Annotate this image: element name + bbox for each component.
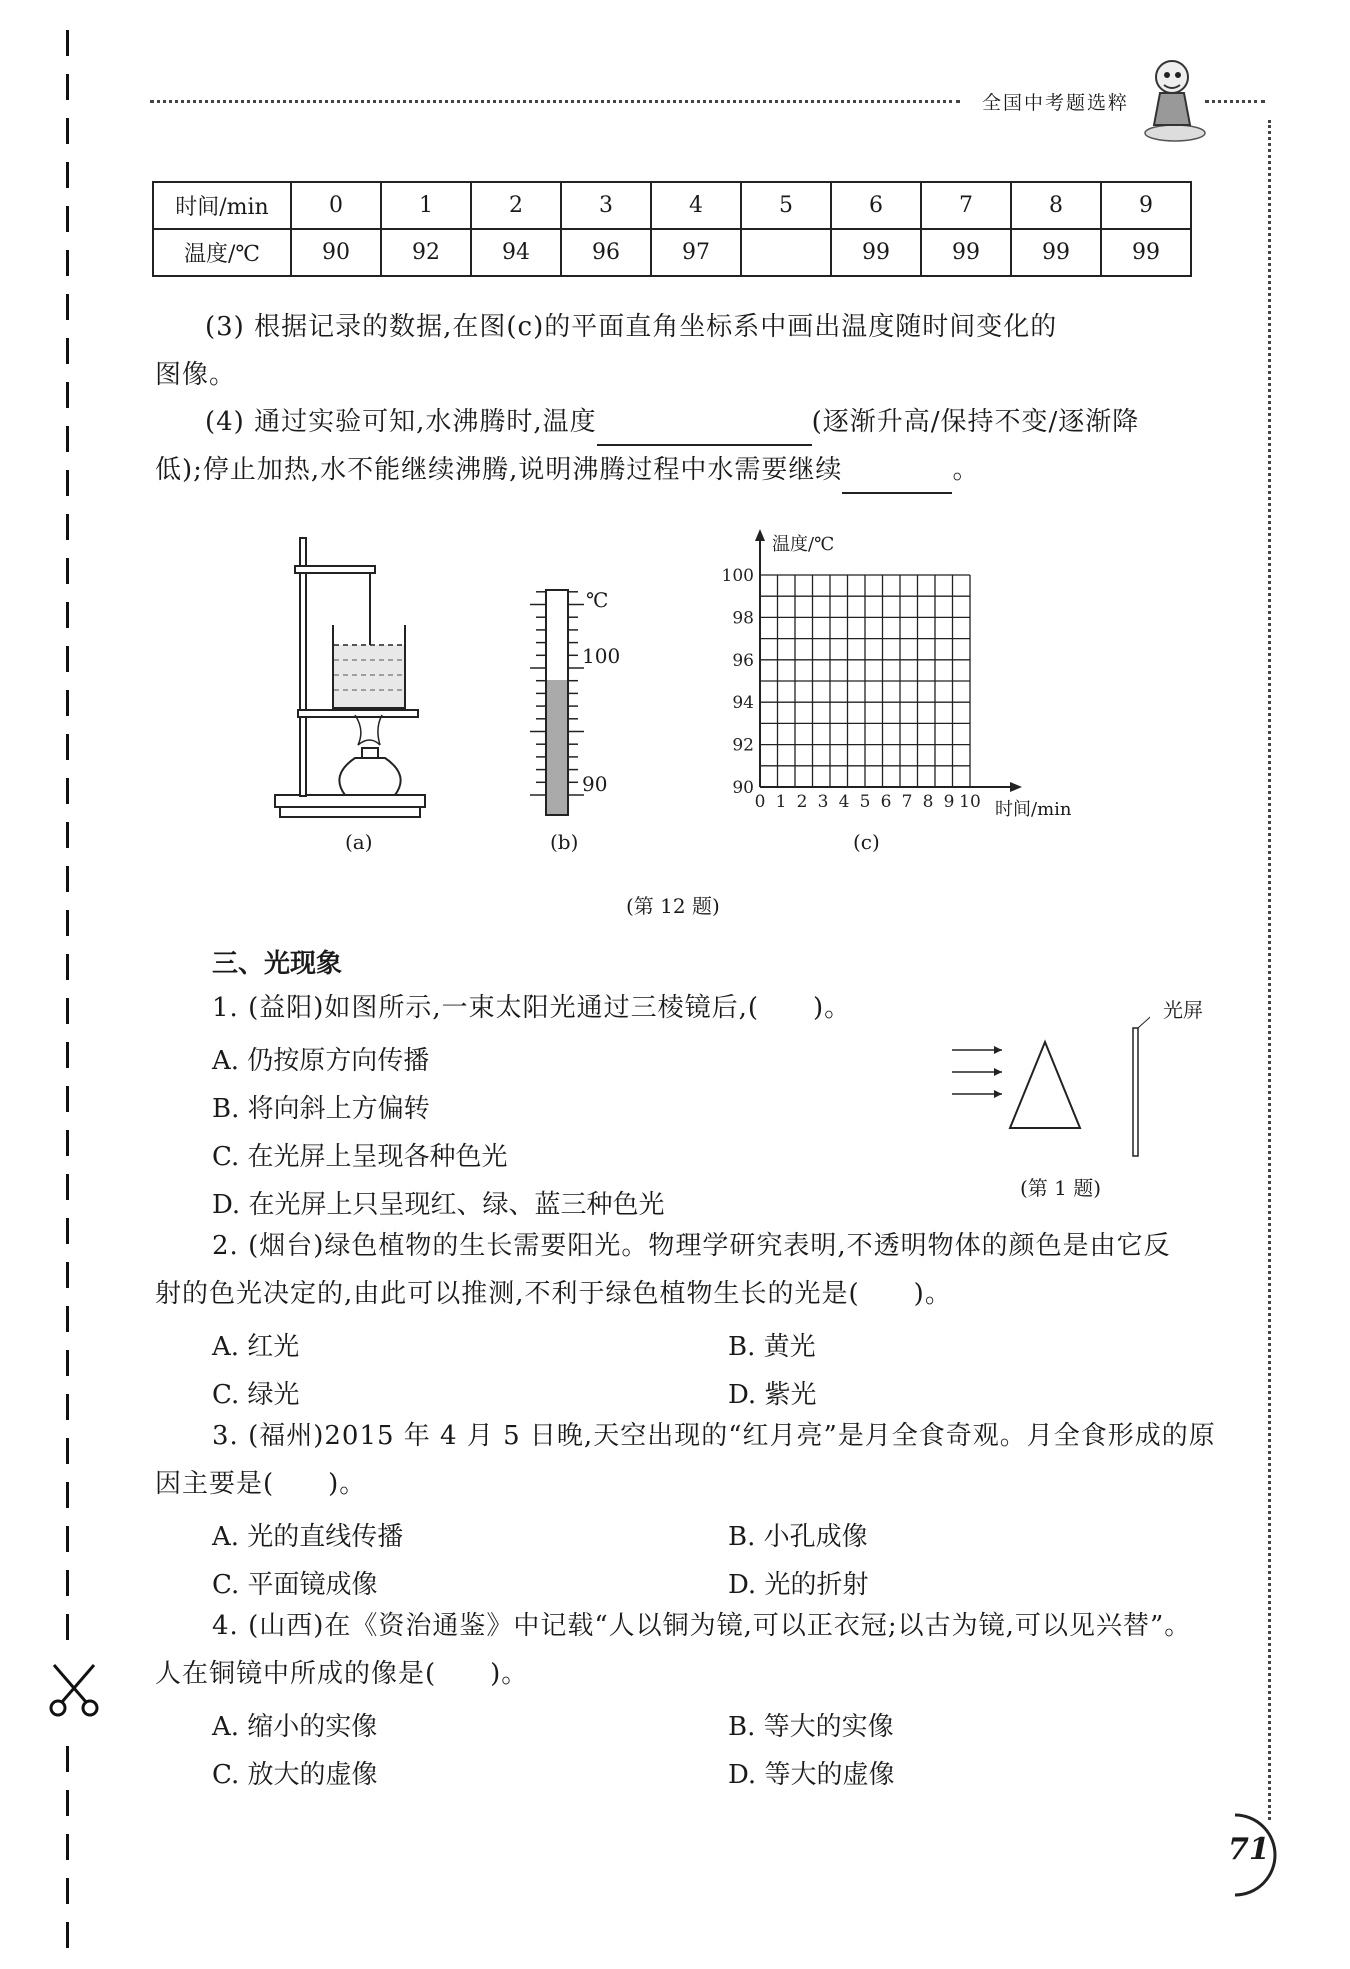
cut-line-dash [66, 602, 69, 628]
table-cell: 9 [1101, 182, 1191, 229]
table-cell: 2 [471, 182, 561, 229]
table-cell: 0 [291, 182, 381, 229]
table-cell: 90 [291, 229, 381, 276]
cut-line-dash [66, 1614, 69, 1640]
x-tick-label: 0 [754, 792, 766, 812]
table-header-cell: 温度/℃ [153, 229, 291, 276]
q4-line1 [205, 398, 1139, 446]
cut-line-dash [66, 250, 69, 276]
table-row [153, 182, 1191, 229]
q2-option-b[interactable]: B. 黄光 [728, 1332, 816, 1362]
y-tick-label: 92 [732, 735, 754, 756]
table-cell: 92 [381, 229, 471, 276]
q4-text: (逐渐升高/保持不变/逐渐降 [811, 407, 1140, 437]
cut-line-dash [66, 690, 69, 716]
table-cell: 1 [381, 182, 471, 229]
table-cell: 99 [921, 229, 1011, 276]
x-axis-arrow [1010, 782, 1022, 792]
cut-line-dash [66, 1834, 69, 1860]
x-tick-label: 4 [838, 792, 850, 812]
y-axis-arrow [755, 529, 765, 541]
q1-option-a[interactable]: A. 仍按原方向传播 [212, 1046, 430, 1076]
q2-option-c[interactable]: C. 绿光 [212, 1380, 300, 1410]
answer-blank[interactable] [842, 464, 952, 494]
q2-option-a[interactable]: A. 红光 [212, 1332, 300, 1362]
table-cell: 3 [561, 182, 651, 229]
cut-line-dash [66, 1350, 69, 1376]
thermometer-label-100: 100 [582, 644, 621, 668]
q1-option-b[interactable]: B. 将向斜上方偏转 [212, 1094, 430, 1124]
q1-option-c[interactable]: C. 在光屏上呈现各种色光 [212, 1142, 508, 1172]
figure-label-c: (c) [853, 830, 880, 854]
y-tick-label: 98 [732, 608, 754, 629]
cut-line-dash [66, 1438, 69, 1464]
table-cell: 5 [741, 182, 831, 229]
mascot-icon [1140, 55, 1210, 149]
y-tick-label: 96 [732, 650, 754, 671]
cut-line-dash [66, 1218, 69, 1244]
cut-line-dash [66, 1570, 69, 1596]
x-tick-label: 5 [859, 792, 871, 812]
q1-option-d[interactable]: D. 在光屏上只呈现红、绿、蓝三种色光 [212, 1190, 665, 1220]
temperature-time-graph [715, 525, 1095, 825]
q2-option-d[interactable]: D. 紫光 [728, 1380, 817, 1410]
cut-line-dash [66, 1878, 69, 1904]
q4-text: 。 [952, 455, 980, 485]
table-cell: 8 [1011, 182, 1101, 229]
q4-option-c[interactable]: C. 放大的虚像 [212, 1760, 378, 1790]
cut-line-dash [66, 998, 69, 1024]
screen-label: 光屏 [1163, 998, 1203, 1022]
cut-line-dash [66, 1042, 69, 1068]
q4-option-d[interactable]: D. 等大的虚像 [728, 1760, 895, 1790]
page-number: 71 [1228, 1832, 1270, 1867]
q3-line2: 图像。 [155, 360, 237, 390]
q4-text: 低);停止加热,水不能继续沸腾,说明沸腾过程中水需要继续 [155, 455, 843, 485]
q2-stem-line1: 2. (烟台)绿色植物的生长需要阳光。物理学研究表明,不透明物体的颜色是由它反 [212, 1231, 1171, 1261]
cut-line-dash [66, 954, 69, 980]
q3-stem-line2: 因主要是( )。 [155, 1469, 367, 1499]
y-tick-label: 94 [732, 693, 754, 714]
q4-text: (4) 通过实验可知,水沸腾时,温度 [205, 407, 597, 437]
x-tick-label: 3 [817, 792, 829, 812]
cut-line-dash [66, 646, 69, 672]
q3-option-b[interactable]: B. 小孔成像 [728, 1522, 868, 1552]
cut-line-dash [66, 778, 69, 804]
x-tick-label: 10 [959, 792, 981, 812]
q3-stem-line1: 3. (福州)2015 年 4 月 5 日晚,天空出现的“红月亮”是月全食奇观。月全食形成的原 [212, 1421, 1216, 1451]
temperature-table [152, 181, 1192, 277]
table-cell: 94 [471, 229, 561, 276]
q3-option-c[interactable]: C. 平面镜成像 [212, 1570, 378, 1600]
cut-line-dash [66, 1306, 69, 1332]
q4-option-b[interactable]: B. 等大的实像 [728, 1712, 894, 1742]
cut-line-dash [66, 1746, 69, 1772]
q4-line2 [155, 446, 979, 494]
table-cell: 99 [831, 229, 921, 276]
cut-line-dash [66, 1130, 69, 1156]
q3-option-d[interactable]: D. 光的折射 [728, 1570, 869, 1600]
cut-line-dash [66, 162, 69, 188]
table-cell [741, 229, 831, 276]
cut-line-dash [66, 1394, 69, 1420]
cut-line-dash [66, 470, 69, 496]
cut-line-dash [66, 74, 69, 100]
header-title: 全国中考题选粹 [982, 92, 1130, 114]
figure-caption-q1: (第 1 题) [1020, 1176, 1102, 1200]
table-header-cell: 时间/min [153, 182, 291, 229]
x-tick-label: 7 [901, 792, 913, 812]
y-tick-label: 100 [721, 566, 754, 586]
header-rule [150, 100, 960, 103]
cut-line-dash [66, 118, 69, 144]
table-cell: 99 [1011, 229, 1101, 276]
cut-line-dash [66, 1922, 69, 1948]
q2-stem-line2: 射的色光决定的,由此可以推测,不利于绿色植物生长的光是( )。 [155, 1279, 952, 1309]
cut-line-dash [66, 866, 69, 892]
q1-stem: 1. (益阳)如图所示,一束太阳光通过三棱镜后,( )。 [212, 993, 852, 1023]
cut-line-dash [66, 514, 69, 540]
cut-line-dash [66, 1790, 69, 1816]
cut-line-dash [66, 30, 69, 56]
x-tick-label: 8 [922, 792, 934, 812]
answer-blank[interactable] [597, 416, 812, 446]
cut-line-dash [66, 1174, 69, 1200]
cut-line-dash [66, 910, 69, 936]
boiling-apparatus-figure [270, 530, 440, 824]
y-tick-label: 90 [732, 778, 754, 798]
cut-line-dash [66, 1526, 69, 1552]
table-cell: 99 [1101, 229, 1191, 276]
q4-stem-line2: 人在铜镜中所成的像是( )。 [155, 1659, 529, 1689]
cut-line-dash [66, 822, 69, 848]
graph-x-axis-label: 时间/min [995, 799, 1072, 820]
q4-stem-line1: 4. (山西)在《资治通鉴》中记载“人以铜为镜,可以正衣冠;以古为镜,可以见兴替”。 [212, 1611, 1192, 1641]
x-tick-label: 1 [775, 792, 787, 812]
cut-line-dash [66, 1086, 69, 1112]
scissors-icon [44, 1660, 104, 1724]
cut-line-dash [66, 426, 69, 452]
table-cell: 6 [831, 182, 921, 229]
figure-caption-q12: (第 12 题) [626, 894, 720, 918]
right-margin-rule [1268, 120, 1271, 1820]
table-cell: 97 [651, 229, 741, 276]
table-cell: 96 [561, 229, 651, 276]
thermometer-unit: ℃ [586, 588, 609, 612]
table-cell: 4 [651, 182, 741, 229]
cut-line-dash [66, 1482, 69, 1508]
header-rule-right [1205, 100, 1265, 103]
cut-line-dash [66, 206, 69, 232]
q4-option-a[interactable]: A. 缩小的实像 [212, 1712, 378, 1742]
x-tick-label: 9 [943, 792, 955, 812]
table-row [153, 229, 1191, 276]
graph-y-axis-label: 温度/℃ [772, 534, 835, 555]
q3-line1: (3) 根据记录的数据,在图(c)的平面直角坐标系中画出温度随时间变化的 [205, 312, 1058, 342]
x-tick-label: 2 [796, 792, 808, 812]
cut-line-dash [66, 734, 69, 760]
section-title: 三、光现象 [212, 949, 343, 979]
figure-label-b: (b) [550, 830, 579, 854]
cut-line-dash [66, 558, 69, 584]
figure-label-a: (a) [345, 830, 373, 854]
x-tick-label: 6 [880, 792, 892, 812]
prism-figure [940, 1010, 1150, 1164]
cut-line-dash [66, 294, 69, 320]
cut-line-dash [66, 338, 69, 364]
q3-option-a[interactable]: A. 光的直线传播 [212, 1522, 404, 1552]
thermometer-label-90: 90 [582, 772, 608, 796]
cut-line-dash [66, 382, 69, 408]
table-cell: 7 [921, 182, 1011, 229]
cut-line-dash [66, 1262, 69, 1288]
